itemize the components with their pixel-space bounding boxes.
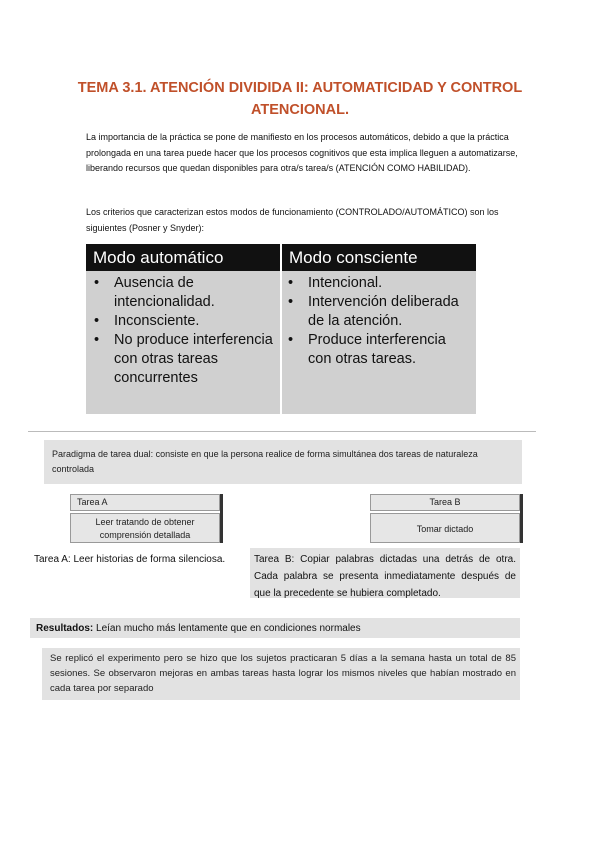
list-item: • Intervención deliberada de la atención.: [286, 293, 472, 331]
automatic-mode-list: [92, 274, 278, 388]
task-b-shadow: [520, 494, 523, 543]
criteria-paragraph: Los criterios que caracterizan estos modos de funcionamiento (CONTROLADO/AUTOMÁTICO) son los siguientes (Posner y Snyder):: [86, 207, 499, 233]
list-item: • Produce interferencia con otras tareas.: [286, 331, 472, 369]
list-item: • No produce interferencia con otras tareas concurrentes: [92, 331, 278, 388]
conscious-mode-list: [286, 274, 472, 369]
page-title: [60, 77, 540, 121]
title-line-2: ATENCIONAL.: [250, 102, 349, 118]
conscious-mode-header: Modo consciente: [282, 244, 476, 271]
task-a-label: Tarea A: [70, 494, 220, 511]
comparison-table: [86, 244, 476, 414]
task-a-description: Leer tratando de obtener comprensión detallada: [70, 513, 220, 543]
results-label: Resultados:: [36, 623, 94, 634]
section-divider: [28, 431, 536, 432]
list-item: • Inconsciente.: [92, 312, 278, 331]
task-b-label: Tarea B: [370, 494, 520, 511]
dual-task-definition-box: [44, 440, 522, 484]
results-line: [36, 621, 361, 636]
replication-text: Se replicó el experimento pero se hizo que los sujetos practicaran 5 días a la semana hasta un total de 85 sesiones. Se observaron mejoras en ambas tareas hasta lograr los mismos niveles que habían mostrado en cada tarea por separado: [50, 653, 516, 694]
list-item: • Intencional.: [286, 274, 472, 293]
list-item: • Ausencia de intencionalidad.: [92, 274, 278, 312]
dual-task-definition: Paradigma de tarea dual: consiste en que la persona realice de forma simultánea dos tareas de naturaleza controlada: [52, 449, 478, 474]
task-b-note: Tarea B: Copiar palabras dictadas una detrás de otra. Cada palabra se presenta inmediatamente después de que la precedente se hubiera completado.: [254, 554, 516, 599]
column-divider: [280, 244, 282, 414]
task-a-note: Tarea A: Leer historias de forma silenciosa.: [34, 554, 226, 565]
title-line-1: TEMA 3.1. ATENCIÓN DIVIDIDA II: AUTOMATICIDAD Y CONTROL: [77, 80, 523, 96]
task-b-description: Tomar dictado: [370, 513, 520, 543]
intro-paragraph: La importancia de la práctica se pone de manifiesto en los procesos automáticos, debido a que la práctica prolongada en una tarea puede hacer que los procesos cognitivos que esta implica lleguen a automatizarse, liberando recursos que quedan disponibles para otra/s tarea/s (ATENCIÓN COMO HABILIDAD).: [86, 132, 518, 173]
results-text: Leían mucho más lentamente que en condiciones normales: [93, 623, 361, 634]
automatic-mode-header: Modo automático: [86, 244, 280, 271]
task-a-shadow: [220, 494, 223, 543]
